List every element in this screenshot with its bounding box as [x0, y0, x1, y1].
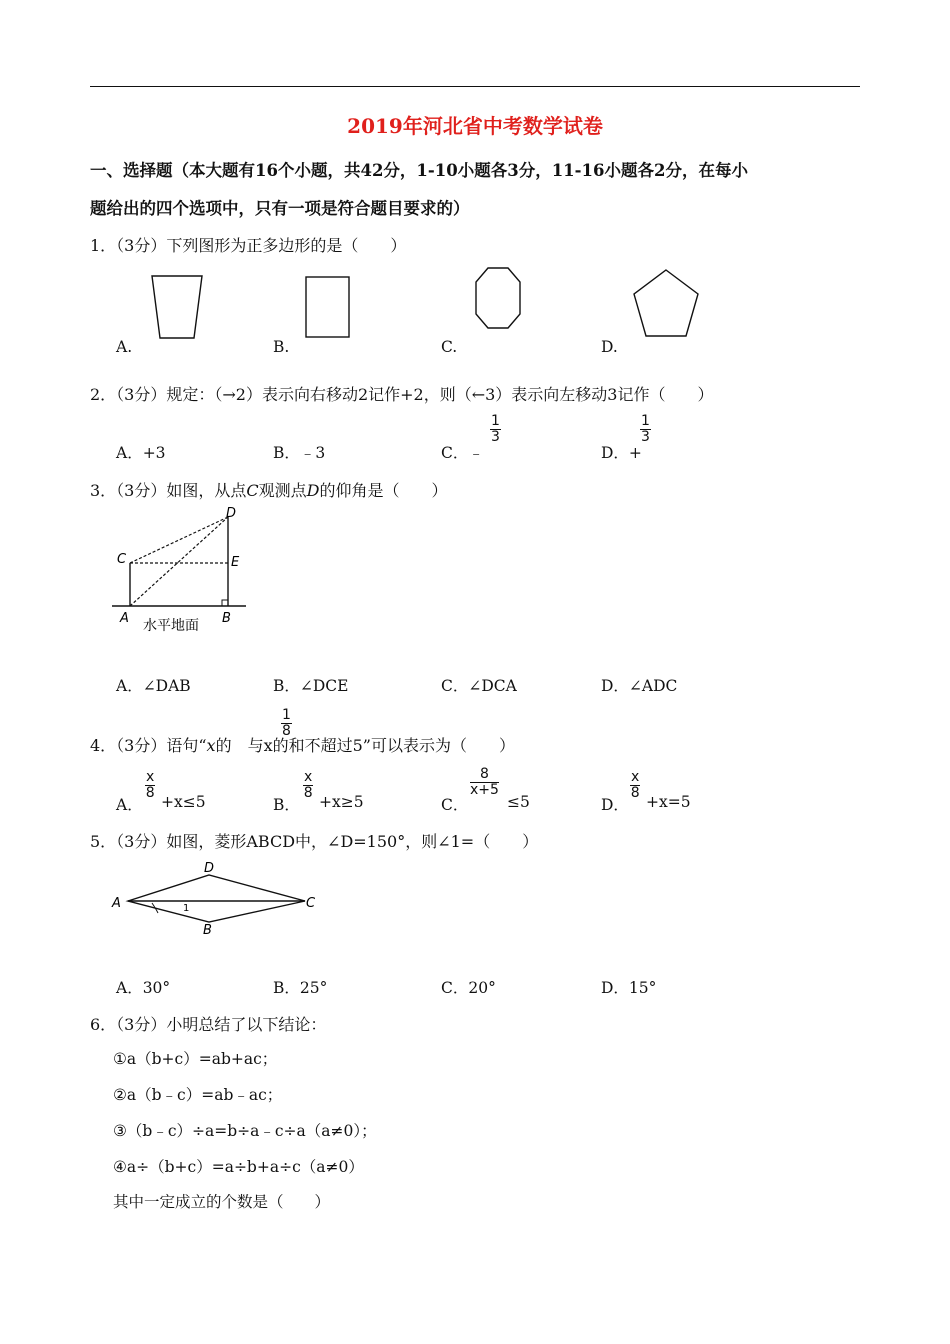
q2-option-c-fraction: [490, 414, 501, 445]
q2-option-a[interactable]: A．+3: [116, 444, 166, 462]
q3-figure: [108, 505, 258, 635]
page-title: 2019年河北省中考数学试卷: [347, 114, 603, 138]
q1-option-c[interactable]: C.: [441, 338, 458, 356]
q3-option-b[interactable]: B．∠DCE: [273, 677, 349, 695]
q5-option-d[interactable]: D．15°: [601, 979, 657, 997]
q2-option-d-fraction: [640, 414, 651, 445]
q2-d-denominator: 3: [641, 429, 650, 445]
q6-stem: 6．（3分）小明总结了以下结论：: [90, 1015, 327, 1034]
q4-option-a-rest: +x≤5: [161, 793, 206, 811]
q4-option-c-rest: ≤5: [507, 793, 530, 811]
q4-b-denominator: 8: [303, 785, 313, 801]
q4-d-denominator: 8: [630, 785, 640, 801]
q3-label-ground: 水平地面: [143, 618, 199, 634]
q4-a-denominator: 8: [145, 785, 155, 801]
q5-label-d: D: [204, 861, 215, 876]
q6-conclusion-3: ③（b﹣c）÷a=b÷a﹣c÷a（a≠0）；: [113, 1122, 377, 1140]
header-rule: [90, 86, 860, 87]
q6-closing: 其中一定成立的个数是（ ）: [113, 1193, 331, 1211]
q2-stem: 2．（3分）规定：（→2）表示向右移动2记作+2，则（←3）表示向左移动3记作（ ）: [90, 385, 714, 404]
q3-label-e: E: [231, 555, 240, 570]
q4-stem-denominator: 8: [282, 723, 291, 739]
q4-stem-fraction: [281, 708, 292, 739]
q2-d-numerator: 1: [641, 413, 650, 429]
q4-d-numerator: x: [631, 769, 640, 785]
q4-option-d-rest: +x=5: [646, 793, 691, 811]
q3-stem-point-c: C: [246, 481, 259, 500]
q2-option-b[interactable]: B．﹣3: [273, 444, 326, 462]
q4-option-a-fraction: [145, 770, 155, 801]
q4-stem-de: 的: [215, 736, 232, 755]
q1-option-b[interactable]: B.: [273, 338, 290, 356]
q1-stem: 1．（3分）下列图形为正多边形的是（ ）: [90, 236, 407, 255]
q3-option-a[interactable]: A．∠DAB: [116, 677, 191, 695]
q4-stem-x: x: [206, 736, 216, 755]
q2-option-c[interactable]: C．﹣: [441, 444, 484, 462]
q2-option-d[interactable]: D．+: [601, 444, 642, 462]
q3-stem: [90, 478, 447, 501]
q1-option-d[interactable]: D.: [601, 338, 618, 356]
q3-option-d[interactable]: D．∠ADC: [601, 677, 678, 695]
q4-stem: [90, 733, 515, 756]
q6-conclusion-1: ①a（b+c）=ab+ac；: [113, 1050, 278, 1068]
q1-octagon-shape: [476, 268, 520, 328]
q4-option-b-rest: +x≥5: [319, 793, 364, 811]
q5-label-b: B: [203, 923, 212, 938]
q1-pentagon-shape: [634, 270, 698, 336]
q4-option-b-fraction: [303, 770, 313, 801]
q3-label-c: C: [117, 552, 127, 567]
q3-option-c[interactable]: C．∠DCA: [441, 677, 517, 695]
q3-label-b: B: [222, 611, 231, 626]
q3-stem-mid: 观测点: [258, 481, 307, 500]
q5-option-c[interactable]: C．20°: [441, 979, 496, 997]
q4-c-denominator: x+5: [470, 782, 499, 798]
q6-conclusion-4: ④a÷（b+c）=a÷b+a÷c（a≠0）: [113, 1158, 364, 1176]
q4-c-numerator: 8: [470, 767, 499, 783]
q4-stem-pre: 4．（3分）语句“: [90, 736, 207, 755]
q1-trapezoid-shape: [152, 276, 202, 338]
q5-option-b[interactable]: B．25°: [273, 979, 328, 997]
q4-a-numerator: x: [146, 769, 155, 785]
q5-figure: [108, 855, 328, 940]
q4-option-d-fraction: [630, 770, 640, 801]
q3-line-cd: [130, 517, 228, 563]
q1-rectangle-shape: [306, 277, 349, 337]
q4-option-c-label[interactable]: C．: [441, 796, 469, 814]
q3-stem-post: 的仰角是（ ）: [319, 481, 448, 500]
q5-rhombus-shape: [128, 875, 305, 922]
q5-label-angle-1: 1: [183, 903, 190, 914]
q4-stem-numerator: 1: [282, 707, 291, 723]
q3-label-a: A: [120, 611, 129, 626]
q5-label-c: C: [306, 896, 316, 911]
q4-option-c-fraction: [470, 767, 499, 798]
q1-figures: [90, 262, 790, 352]
q3-stem-point-d: D: [306, 481, 320, 500]
q4-b-numerator: x: [304, 769, 313, 785]
q3-line-ad: [130, 517, 228, 606]
q6-conclusion-2: ②a（b﹣c）=ab﹣ac；: [113, 1086, 283, 1104]
q4-option-a-label[interactable]: A．: [116, 796, 143, 814]
q2-c-numerator: 1: [491, 413, 500, 429]
section-heading-line1: 一、选择题（本大题有16个小题，共42分，1-10小题各3分，11-16小题各2分，在每小: [90, 161, 748, 180]
q3-right-angle-mark: [222, 600, 228, 606]
q5-stem: 5．（3分）如图，菱形ABCD中，∠D=150°，则∠1=（ ）: [90, 832, 539, 851]
q5-label-a: A: [112, 896, 121, 911]
section-heading-line2: 题给出的四个选项中，只有一项是符合题目要求的）: [90, 199, 470, 218]
q4-option-b-label[interactable]: B．: [273, 796, 300, 814]
q3-label-d: D: [226, 506, 237, 521]
q4-stem-post: 与x的和不超过5”可以表示为（ ）: [247, 736, 515, 755]
q3-stem-pre: 3．（3分）如图，从点: [90, 481, 247, 500]
q2-c-denominator: 3: [491, 429, 500, 445]
q5-option-a[interactable]: A．30°: [116, 979, 171, 997]
q4-option-d-label[interactable]: D．: [601, 796, 629, 814]
q1-option-a[interactable]: A.: [116, 338, 133, 356]
